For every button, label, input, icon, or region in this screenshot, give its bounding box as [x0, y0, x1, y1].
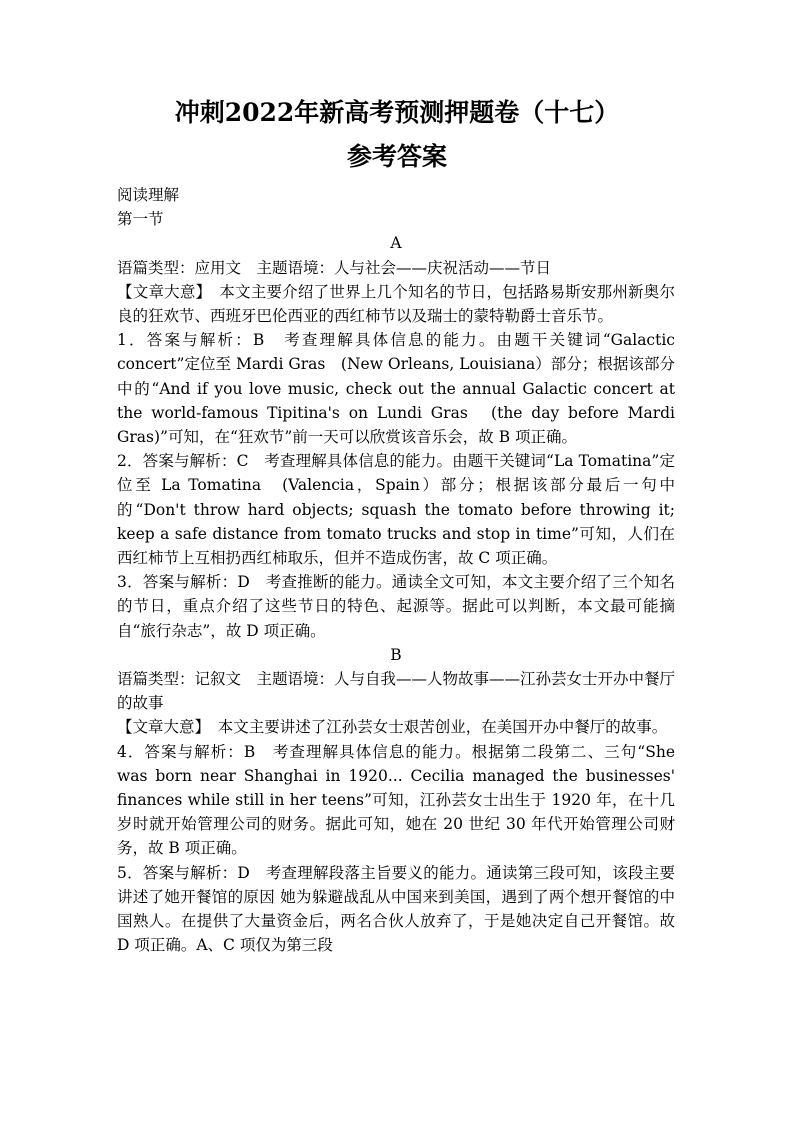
document-title: 冲刺2022年新高考预测押题卷（十七） [174, 98, 620, 127]
passage-b-summary: 【文章大意】 本文主要讲述了江孙芸女士艰苦创业，在美国开办中餐厅的故事。 [117, 718, 668, 737]
answer-2: 2．答案与解析：C 考查理解具体信息的能力。由题干关键词“La Tomatina”定位至 La Tomatina (Valencia，Spain）部分；根据该部分最后一句中的“Don't throw hard objects; squash the tomato before throwing it; keep a safe distance from tomato trucks and stop in time”可知，人们在西红柿节上互相扔西红柿取乐，但并不造成伤害，故 C 项正确。 [117, 452, 675, 568]
document-body [117, 183, 675, 958]
answer-4: 4．答案与解析：B 考查理解具体信息的能力。根据第二段第二、三句“She was born near Shanghai in 1920... Cecilia managed the businesses' finances while still in her teens”可知，江孙芸女士出生于 1920 年，在十几岁时就开始管理公司的财务。据此可知，她在 20 世纪 30 年代开始管理公司财务，故 B 项正确。 [117, 742, 675, 858]
passage-a-summary: 【文章大意】 本文主要介绍了世界上几个知名的节日，包括路易斯安那州新奥尔良的狂欢节、西班牙巴伦西亚的西红柿节以及瑞士的蒙特勒爵士音乐节。 [117, 282, 675, 326]
passage-b-type: 语篇类型：记叙文 主题语境：人与自我——人物故事——江孙芸女士开办中餐厅的故事 [117, 670, 676, 713]
answer-3: 3．答案与解析：D 考查推断的能力。通读全文可知，本文主要介绍了三个知名的节日，重点介绍了这些节日的特色、起源等。据此可以判断，本文最可能摘自“旅行杂志”，故 D 项正确。 [117, 573, 675, 640]
section-heading: 阅读理解 [117, 186, 180, 204]
answer-5: 5．答案与解析：D 考查理解段落主旨要义的能力。通读第三段可知，该段主要讲述了她开餐馆的原因 她为躲避战乱从中国来到美国，遇到了两个想开餐馆的中国熟人。在提供了大量资金后，两名合伙人放弃了，于是她决定自己开餐馆。故 D 项正确。A、C 项仅为第三段 [117, 863, 675, 955]
passage-label-b: B [390, 645, 402, 664]
passage-label-a: A [390, 234, 402, 253]
subsection-heading: 第一节 [117, 210, 164, 229]
passage-a-type: 语篇类型：应用文 主题语境：人与社会——庆祝活动——节日 [117, 258, 552, 277]
answer-1: 1．答案与解析：B 考查理解具体信息的能力。由题干关键词“Galactic concert”定位至 Mardi Gras (New Orleans, Louisiana）部分；根据该部分中的“And if you love music, check out the annual Galactic concert at the world-famous Tipitina's on Lundi Gras (the day before Mardi Gras)”可知，在“狂欢节”前一天可以欣赏该音乐会，故 B 项正确。 [117, 331, 675, 447]
document-subtitle: 参考答案 [346, 142, 447, 171]
